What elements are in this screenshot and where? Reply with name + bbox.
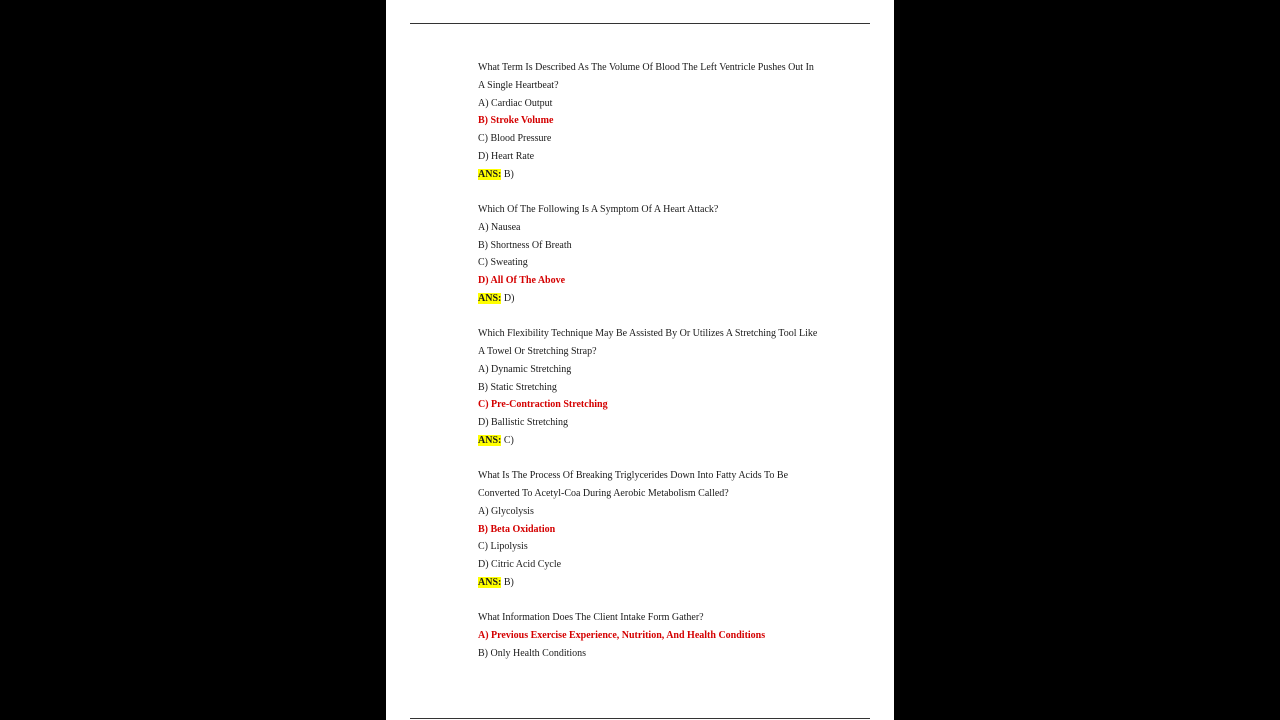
ans-value: D)	[501, 292, 515, 304]
ans-label: ANS:	[478, 576, 502, 588]
header-rule	[410, 23, 870, 24]
question-text-line: Converted To Acetyl-Coa During Aerobic Metabolism Called?	[478, 488, 729, 499]
option-c: C) Blood Pressure	[478, 133, 552, 144]
option-b: B) Shortness Of Breath	[478, 239, 572, 251]
answer-line	[478, 166, 848, 184]
option-c-correct: C) Pre-Contraction Stretching	[478, 399, 608, 411]
footer-rule	[410, 718, 870, 719]
ans-label: ANS:	[478, 434, 502, 446]
option-b-correct: B) Stroke Volume	[478, 115, 554, 127]
option-d: D) Heart Rate	[478, 150, 535, 162]
question-text-line: What Term Is Described As The Volume Of Blood The Left Ventricle Pushes Out In	[478, 62, 814, 73]
question-block	[478, 59, 848, 183]
option-b: B) Static Stretching	[478, 381, 557, 393]
option-a: A) Dynamic Stretching	[478, 363, 572, 375]
question-block	[478, 467, 848, 591]
ans-label: ANS:	[478, 292, 502, 304]
option-b: B) Only Health Conditions	[478, 647, 587, 659]
option-b-correct: B) Beta Oxidation	[478, 523, 556, 535]
question-block	[478, 609, 848, 662]
quiz-content	[478, 59, 848, 680]
option-d: D) Citric Acid Cycle	[478, 559, 562, 570]
ans-value: B)	[501, 168, 514, 180]
document-page	[386, 0, 894, 720]
answer-line	[478, 574, 848, 592]
question-text-line: What Information Does The Client Intake Form Gather?	[478, 612, 704, 624]
question-text-line: What Is The Process Of Breaking Triglycerides Down Into Fatty Acids To Be	[478, 470, 789, 482]
answer-line	[478, 432, 848, 450]
ans-value: B)	[501, 576, 514, 588]
question-text-line: A Single Heartbeat?	[478, 79, 559, 91]
option-c: C) Lipolysis	[478, 541, 528, 553]
option-c: C) Sweating	[478, 257, 528, 269]
question-text-line: Which Flexibility Technique May Be Assisted By Or Utilizes A Stretching Tool Like	[478, 328, 818, 340]
question-block	[478, 325, 848, 449]
option-d: D) Ballistic Stretching	[478, 417, 568, 428]
answer-line	[478, 290, 848, 308]
option-a: A) Glycolysis	[478, 505, 534, 517]
ans-value: C)	[501, 434, 514, 446]
question-text-line: A Towel Or Stretching Strap?	[478, 346, 597, 357]
question-text-line: Which Of The Following Is A Symptom Of A Heart Attack?	[478, 204, 719, 215]
option-a-correct: A) Previous Exercise Experience, Nutrition, And Health Conditions	[478, 630, 766, 641]
option-a: A) Cardiac Output	[478, 97, 553, 109]
question-block	[478, 201, 848, 308]
option-d-correct: D) All Of The Above	[478, 275, 566, 286]
option-a: A) Nausea	[478, 221, 521, 233]
ans-label: ANS:	[478, 168, 502, 180]
